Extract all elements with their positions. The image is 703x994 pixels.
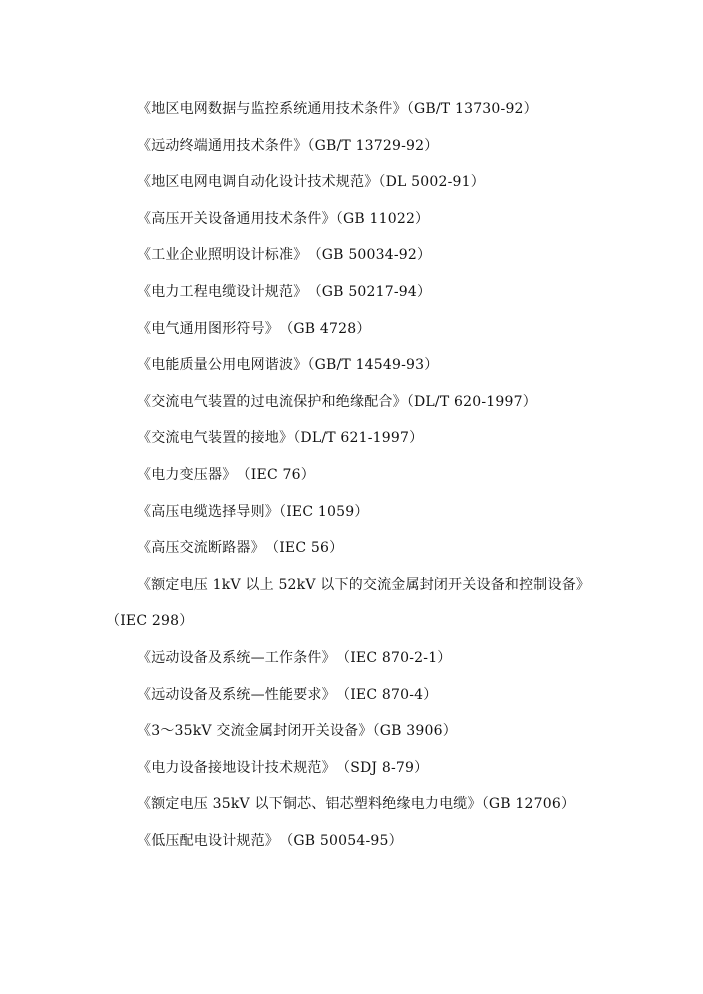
reference-item: 《工业企业照明设计标准》 （GB 50034-92）	[137, 247, 432, 264]
reference-item: 《交流电气装置的接地》（DL/T 621-1997）	[137, 430, 424, 447]
reference-item: 《远动设备及系统—工作条件》 （IEC 870-2-1）	[137, 649, 452, 666]
reference-item: 《高压电缆选择导则》（IEC 1059）	[137, 503, 369, 520]
reference-item: 《电力变压器》 （IEC 76）	[137, 466, 315, 483]
reference-standards-list	[106, 91, 606, 859]
reference-item: 《3～35kV 交流金属封闭开关设备》（GB 3906）	[137, 723, 457, 740]
reference-item: 《电能质量公用电网谐波》（GB/T 14549-93）	[137, 357, 439, 374]
reference-item: 《地区电网电调自动化设计技术规范》（DL 5002-91）	[137, 174, 485, 191]
reference-item: 《电力设备接地设计技术规范》 （SDJ 8-79）	[137, 759, 429, 776]
reference-item: 《额定电压 35kV 以下铜芯、铝芯塑料绝缘电力电缆》（GB 12706）	[137, 796, 576, 813]
reference-item: 《高压开关设备通用技术条件》（GB 11022）	[137, 210, 430, 227]
reference-item: 《远动终端通用技术条件》（GB/T 13729-92）	[137, 137, 439, 154]
reference-item: 《远动设备及系统—性能要求》 （IEC 870-4）	[137, 686, 438, 703]
reference-item: 《额定电压 1kV 以上 52kV 以下的交流金属封闭开关设备和控制设备》（IEC 298）	[106, 576, 591, 630]
reference-item: 《地区电网数据与监控系统通用技术条件》（GB/T 13730-92）	[137, 101, 538, 117]
reference-item: 《高压交流断路器》 （IEC 56）	[137, 540, 344, 557]
reference-item: 《低压配电设计规范》 （GB 50054-95）	[137, 832, 403, 849]
reference-item: 《电力工程电缆设计规范》 （GB 50217-94）	[137, 283, 432, 300]
reference-item: 《交流电气装置的过电流保护和绝缘配合》（DL/T 620-1997）	[137, 393, 537, 410]
reference-item: 《电气通用图形符号》 （GB 4728）	[137, 320, 371, 337]
